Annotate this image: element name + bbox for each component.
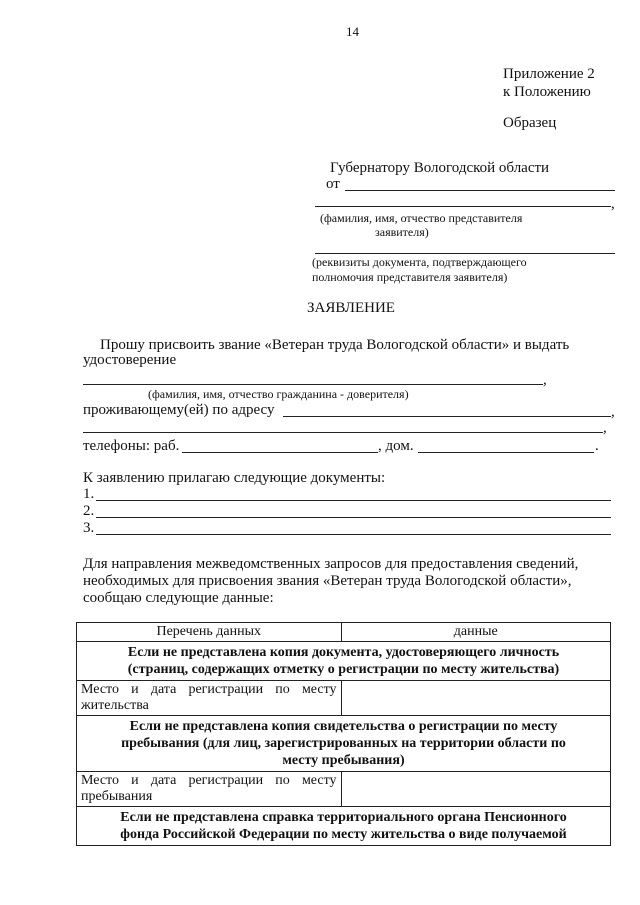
attachment-number-3: 3. (83, 520, 95, 536)
phones-work-label: телефоны: раб. (83, 438, 180, 454)
data-table (76, 622, 611, 846)
request-line-1: Прошу присвоить звание «Ветеран труда Вологодской области» и выдать (100, 337, 570, 353)
document-details-line[interactable] (315, 253, 615, 254)
table-header-row (77, 623, 611, 642)
from-line-2[interactable] (315, 206, 611, 207)
section-row-stay-registration (77, 716, 611, 772)
section-heading-pension-certificate: Если не представлена справка территориального органа Пенсионного фонда Российской Федерации по месту жительства о виде получаемой (77, 807, 611, 846)
from-line-1[interactable] (345, 190, 615, 191)
annex-line-2: к Положению (503, 84, 591, 100)
section-heading-stay-registration: Если не представлена копия свидетельства о регистрации по месту пребывания (для лиц, зарегистрированных на территории области по месту пребывания) (77, 716, 611, 772)
interagency-line-3: сообщаю следующие данные: (83, 590, 274, 606)
column-header-list: Перечень данных (77, 623, 342, 642)
hint-document-details-2: полномочия представителя заявителя) (312, 270, 508, 284)
phones-home-label: , дом. (378, 438, 414, 454)
row-label-residence-registration: Место и дата регистрации по месту жительства (77, 681, 342, 716)
comma: , (611, 404, 615, 420)
document-title: ЗАЯВЛЕНИЕ (307, 300, 395, 316)
value-cell-residence-registration[interactable] (341, 681, 610, 716)
address-line-2[interactable] (83, 432, 603, 433)
table-row (77, 772, 611, 807)
section-heading-identity-document: Если не представлена копия документа, удостоверяющего личность (страниц, содержащих отметку о регистрации по месту жительства) (77, 642, 611, 681)
address-line-1[interactable] (283, 416, 611, 417)
attachment-line-1[interactable] (96, 500, 611, 501)
hint-citizen-name: (фамилия, имя, отчество гражданина - доверителя) (148, 387, 409, 401)
addressee-governor: Губернатору Вологодской области (330, 160, 550, 176)
address-label: проживающему(ей) по адресу (83, 402, 275, 418)
period: . (595, 438, 599, 454)
sample-label: Образец (503, 115, 557, 131)
annex-line-1: Приложение 2 (503, 66, 595, 82)
attachment-line-2[interactable] (96, 517, 611, 518)
value-cell-stay-registration[interactable] (341, 772, 610, 807)
section-row-identity-document (77, 642, 611, 681)
interagency-line-2: необходимых для присвоения звания «Ветеран труда Вологодской области», (83, 573, 572, 589)
page-number: 14 (346, 24, 359, 39)
comma: , (611, 196, 615, 212)
request-line-2: удостоверение (83, 352, 177, 368)
row-label-stay-registration: Место и дата регистрации по месту пребывания (77, 772, 342, 807)
hint-representative-name-1: (фамилия, имя, отчество представителя (320, 211, 523, 225)
column-header-data: данные (341, 623, 610, 642)
hint-document-details-1: (реквизиты документа, подтверждающего (312, 255, 527, 269)
interagency-line-1: Для направления межведомственных запросов для предоставления сведений, (83, 556, 579, 572)
home-phone-line[interactable] (418, 452, 594, 453)
attachment-line-3[interactable] (96, 534, 611, 535)
hint-representative-name-2: заявителя) (375, 225, 429, 239)
comma: , (603, 420, 607, 436)
section-row-pension-certificate (77, 807, 611, 846)
attachment-number-2: 2. (83, 503, 95, 519)
work-phone-line[interactable] (182, 452, 378, 453)
attachment-number-1: 1. (83, 486, 95, 502)
table-row (77, 681, 611, 716)
from-label: от (326, 176, 340, 192)
citizen-name-line[interactable] (83, 384, 543, 385)
comma: , (543, 372, 547, 388)
attachments-label: К заявлению прилагаю следующие документы: (83, 470, 386, 486)
